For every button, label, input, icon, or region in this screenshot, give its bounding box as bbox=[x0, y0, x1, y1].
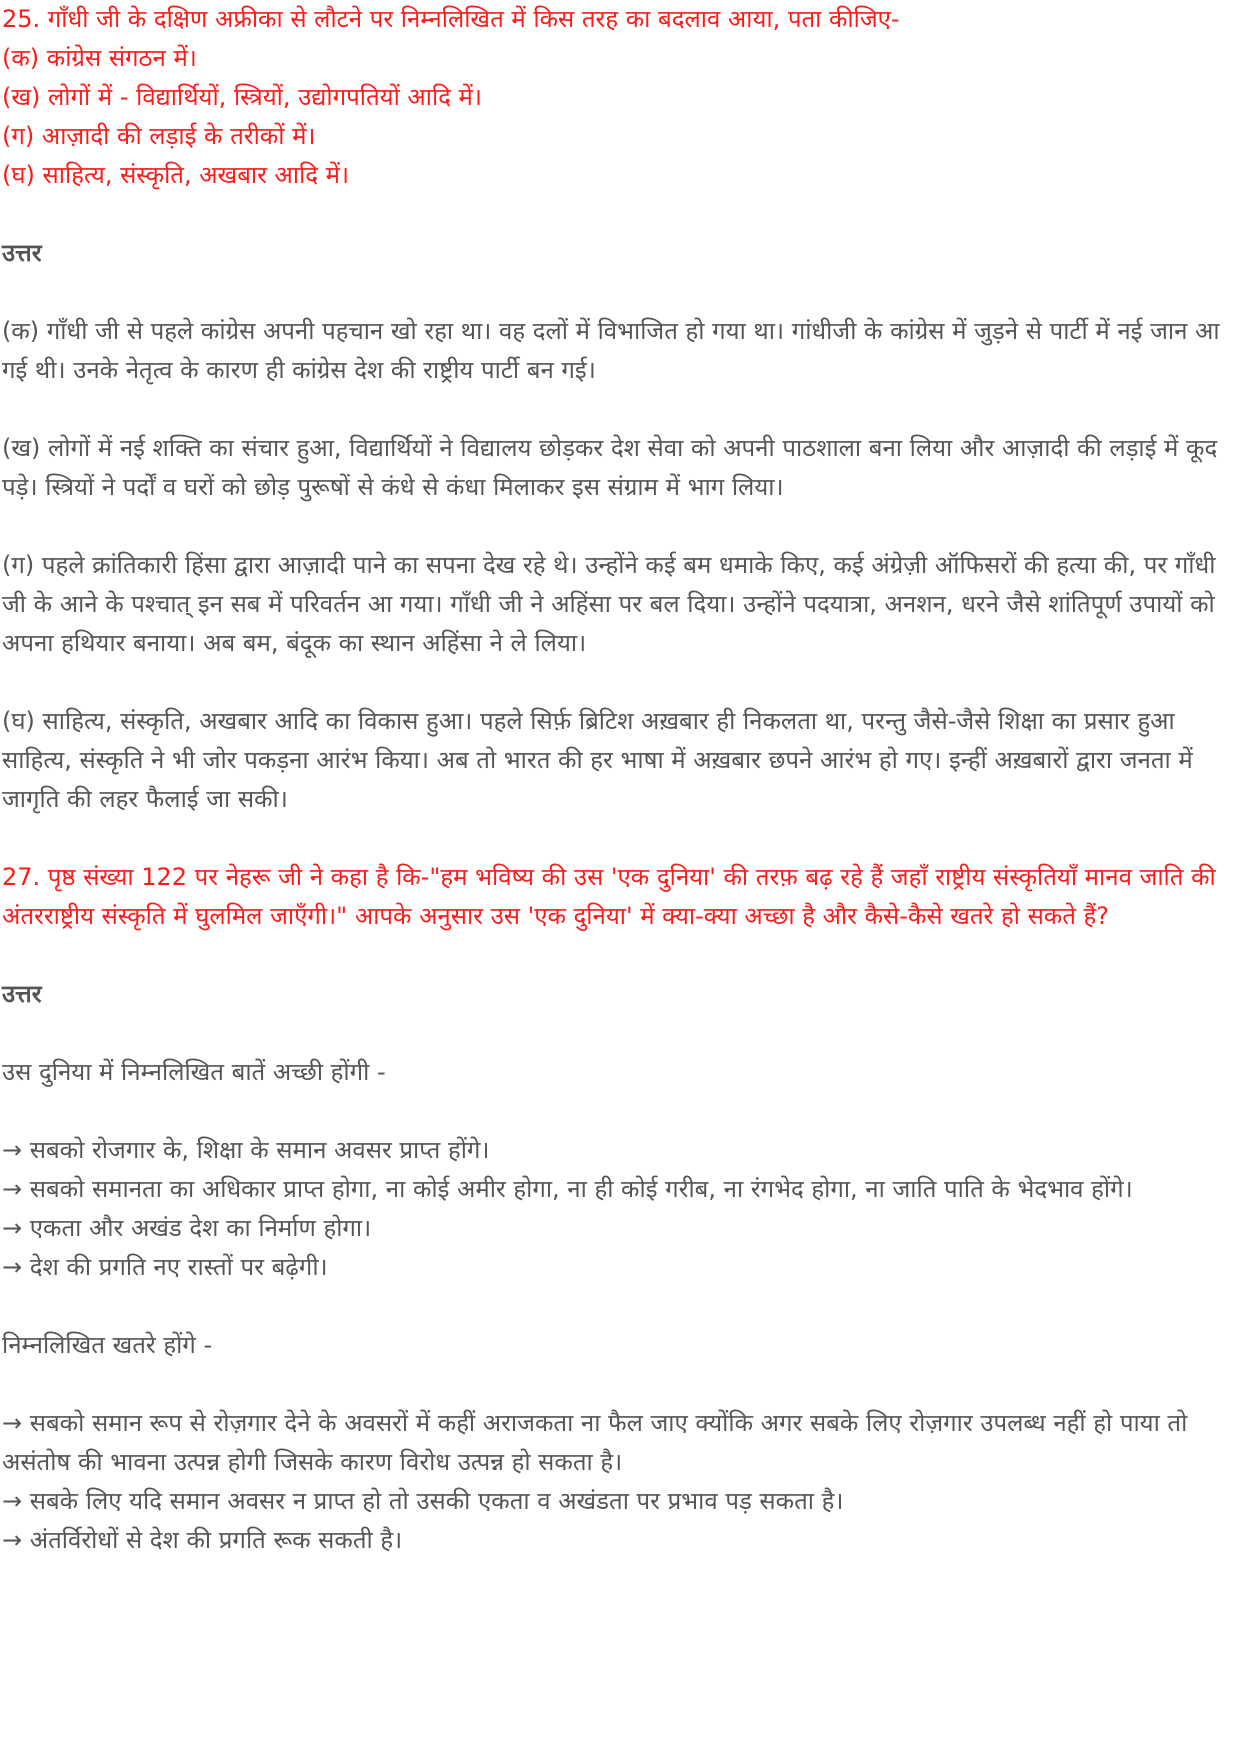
list-item: → सबको समानता का अधिकार प्राप्त होगा, ना कोई अमीर होगा, ना ही कोई गरीब, ना रंगभेद होगा, ना जाति पाति के भेदभाव होंगे। bbox=[2, 1175, 1133, 1203]
list-item: → सबको समान रूप से रोज़गार देने के अवसरों में कहीं अराजकता ना फैल जाए क्योंकि अगर सबके लिए रोज़गार उपलब्ध नहीं हो पाया तो असंतोष की भावना उत्पन्न होगी जिसके कारण विरोध उत्पन्न हो सकता है। bbox=[2, 1409, 1188, 1476]
good-points-intro: उस दुनिया में निम्नलिखित बातें अच्छी होंगी - bbox=[2, 1058, 386, 1086]
question-25-part-kha: (ख) लोगों में - विद्यार्थियों, स्त्रियों, उद्योगपतियों आदि में। bbox=[2, 83, 482, 111]
answer-heading-27: उत्तर bbox=[2, 980, 42, 1008]
risk-points-list bbox=[2, 1404, 1247, 1560]
list-item: → देश की प्रगति नए रास्तों पर बढ़ेगी। bbox=[2, 1253, 328, 1281]
answer-25-gha: (घ) साहित्य, संस्कृति, अखबार आदि का विकास हुआ। पहले सिर्फ़ ब्रिटिश अख़बार ही निकलता था, परन्तु जैसे-जैसे शिक्षा का प्रसार हुआ साहित्य, संस्कृति ने भी जोर पकड़ना आरंभ किया। अब तो भारत की हर भाषा में अख़बार छपने आरंभ हो गए। इन्हीं अख़बारों द्वारा जनता में जागृति की लहर फैलाई जा सकी। bbox=[2, 707, 1193, 813]
question-25-part-ka: (क) कांग्रेस संगठन में। bbox=[2, 44, 197, 72]
answer-25-ga: (ग) पहले क्रांतिकारी हिंसा द्वारा आज़ादी पाने का सपना देख रहे थे। उन्होंने कई बम धमाके किए, कई अंग्रेज़ी ऑफिसरों की हत्या की, पर गाँधी जी के आने के पश्चात् इन सब में परिवर्तन आ गया। गाँधी जी ने अहिंसा पर बल दिया। उन्होंने पदयात्रा, अनशन, धरने जैसे शांतिपूर्ण उपायों को अपना हथियार बनाया। अब बम, बंदूक का स्थान अहिंसा ने ले लिया। bbox=[2, 551, 1216, 657]
answer-25-ka: (क) गाँधी जी से पहले कांग्रेस अपनी पहचान खो रहा था। वह दलों में विभाजित हो गया था। गांधीजी के कांग्रेस में जुड़ने से पार्टी में नई जान आ गई थी। उनके नेतृत्व के कारण ही कांग्रेस देश की राष्ट्रीय पार्टी बन गई। bbox=[2, 317, 1220, 384]
question-27: 27. पृष्ठ संख्या 122 पर नेहरू जी ने कहा है कि-"हम भविष्य की उस 'एक दुनिया' की तरफ़ बढ़ रहे हैं जहाँ राष्ट्रीय संस्कृतियाँ मानव जाति की अंतरराष्ट्रीय संस्कृति में घुलमिल जाएँगी।" आपके अनुसार उस 'एक दुनिया' में क्या-क्या अच्छा है और कैसे-कैसे खतरे हो सकते हैं? bbox=[2, 863, 1216, 930]
list-item: → एकता और अखंड देश का निर्माण होगा। bbox=[2, 1214, 372, 1242]
list-item: → अंतर्विरोधों से देश की प्रगति रूक सकती है। bbox=[2, 1526, 403, 1554]
list-item: → सबके लिए यदि समान अवसर न प्राप्त हो तो उसकी एकता व अखंडता पर प्रभाव पड़ सकता है। bbox=[2, 1487, 844, 1515]
answer-heading-25: उत्तर bbox=[2, 239, 42, 267]
list-item: → सबको रोजगार के, शिक्षा के समान अवसर प्राप्त होंगे। bbox=[2, 1136, 490, 1164]
good-points-list bbox=[2, 1131, 1247, 1287]
question-25 bbox=[2, 0, 1247, 195]
question-25-part-ga: (ग) आज़ादी की लड़ाई के तरीकों में। bbox=[2, 122, 316, 150]
question-25-part-gha: (घ) साहित्य, संस्कृति, अखबार आदि में। bbox=[2, 161, 350, 189]
question-25-title: 25. गाँधी जी के दक्षिण अफ्रीका से लौटने पर निम्नलिखित में किस तरह का बदलाव आया, पता कीजिए- bbox=[2, 5, 900, 33]
risk-points-intro: निम्नलिखित खतरे होंगे - bbox=[2, 1331, 213, 1359]
answer-25-kha: (ख) लोगों में नई शक्ति का संचार हुआ, विद्यार्थियों ने विद्यालय छोड़कर देश सेवा को अपनी पाठशाला बना लिया और आज़ादी की लड़ाई में कूद पड़े। स्त्रियों ने पर्दों व घरों को छोड़ पुरूषों से कंधे से कंधा मिलाकर इस संग्राम में भाग लिया। bbox=[2, 434, 1218, 501]
